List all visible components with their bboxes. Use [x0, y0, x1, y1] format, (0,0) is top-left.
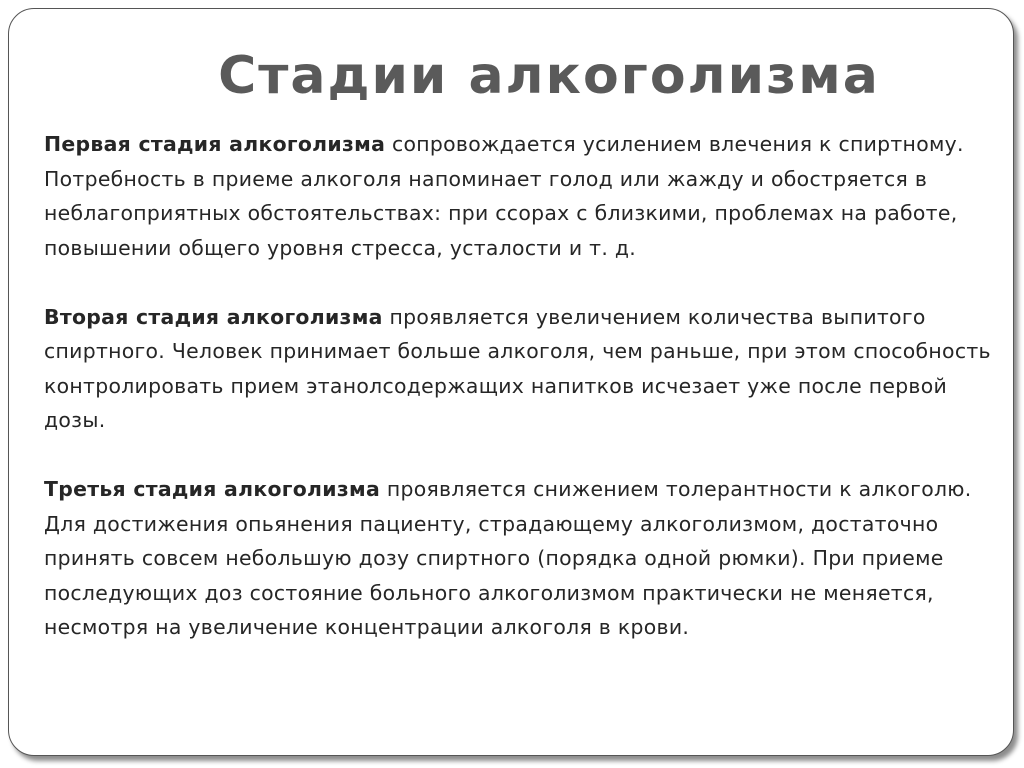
- stage-3-text: проявляется снижением толерантности к алкоголю. Для достижения опьянения пациенту, страдающему алкоголизмом, достаточно принять совсем небольшую дозу спиртного (порядка одной рюмки). При приеме последующих доз состояние больного алкоголизмом практически не меняется, несмотря на увеличение концентрации алкоголя в крови.: [44, 477, 972, 639]
- stage-3-paragraph: [44, 472, 1004, 645]
- stage-1-heading: Первая стадия алкоголизма: [44, 132, 386, 156]
- stage-2-heading: Вторая стадия алкоголизма: [44, 304, 383, 329]
- stage-2-paragraph: [44, 300, 1004, 438]
- stage-2-text: проявляется увеличением количества выпитого спиртного. Человек принимает больше алкоголя, чем раньше, при этом способность контролировать прием этанолсодержащих напитков исчезает уже после первой дозы.: [44, 304, 991, 432]
- slide-frame: [8, 8, 1014, 756]
- slide-body: [44, 127, 1004, 679]
- stage-1-paragraph: [44, 127, 1004, 265]
- stage-3-heading: Третья стадия алкоголизма: [44, 477, 381, 501]
- stage-1-text: сопровождается усилением влечения к спиртному. Потребность в приеме алкоголя напоминает голод или жажду и обостряется в неблагоприятных обстоятельствах: при ссорах с близкими, проблемах на работе, повышении общего уровня стресса, усталости и т. д.: [44, 132, 964, 260]
- slide-title: Стадии алкоголизма: [218, 46, 880, 106]
